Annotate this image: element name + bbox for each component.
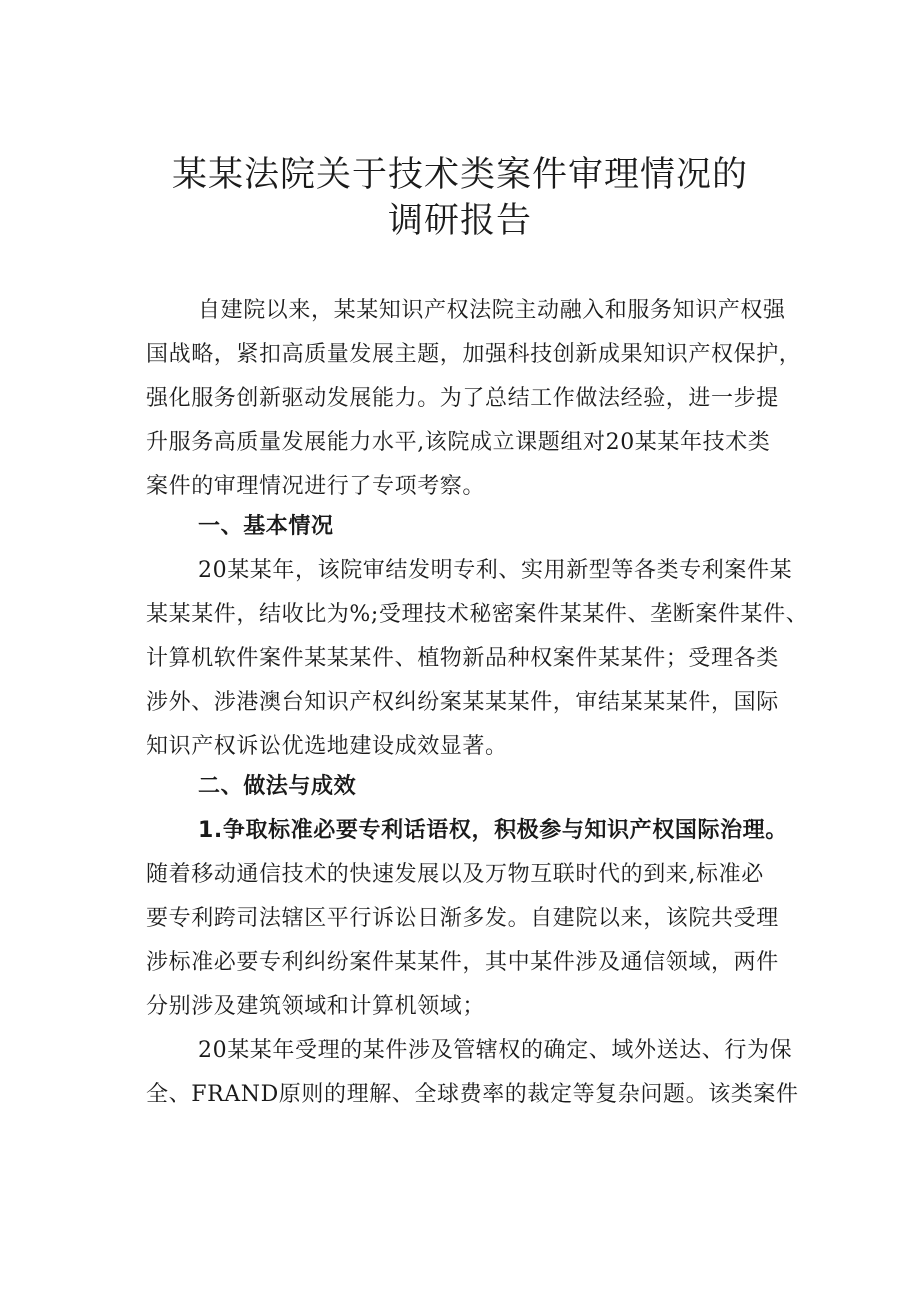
- intro-line-5: 案件的审理情况进行了专项考察。: [146, 474, 486, 499]
- measures-line-1: 随着移动通信技术的快速发展以及万物互联时代的到来,标准必: [146, 862, 764, 887]
- measures-line-2: 要专利跨司法辖区平行诉讼日渐多发。自建院以来，该院共受理: [146, 906, 779, 931]
- subsection-heading-1: 1.争取标准必要专利话语权，积极参与知识产权国际治理。: [198, 818, 788, 843]
- intro-line-1: 自建院以来，某某知识产权法院主动融入和服务知识产权强: [198, 298, 786, 323]
- report-title-line-2: 调研报告: [387, 201, 532, 241]
- basic-line-5: 知识产权诉讼优选地建设成效显著。: [146, 734, 508, 759]
- intro-line-3: 强化服务创新驱动发展能力。为了总结工作做法经验，进一步提: [146, 386, 779, 411]
- intro-line-2: 国战略，紧扣高质量发展主题，加强科技创新成果知识产权保护，: [146, 342, 802, 367]
- intro-line-4: 升服务高质量发展能力水平,该院成立课题组对20某某年技术类: [146, 430, 771, 455]
- section-heading-basic: 一、基本情况: [198, 514, 334, 539]
- measures-line-4: 分别涉及建筑领域和计算机领域；: [146, 994, 486, 1019]
- basic-line-3: 计算机软件案件某某某件、植物新品种权案件某某件；受理各类: [146, 646, 779, 671]
- basic-line-2: 某某某件，结收比为%;受理技术秘密案件某某件、垄断案件某件、: [146, 602, 809, 627]
- basic-line-1: 20某某年，该院审结发明专利、实用新型等各类专利案件某: [198, 558, 793, 583]
- cases-line-1: 20某某年受理的某件涉及管辖权的确定、域外送达、行为保: [198, 1038, 793, 1063]
- section-heading-measures: 二、做法与成效: [198, 774, 357, 799]
- report-title-line-1: 某某法院关于技术类案件审理情况的: [171, 155, 748, 195]
- cases-line-2: 全、FRAND原则的理解、全球费率的裁定等复杂问题。该类案件: [146, 1082, 799, 1107]
- measures-line-3: 涉标准必要专利纠纷案件某某件，其中某件涉及通信领域，两件: [146, 950, 779, 975]
- basic-line-4: 涉外、涉港澳台知识产权纠纷案某某某件，审结某某某件，国际: [146, 690, 779, 715]
